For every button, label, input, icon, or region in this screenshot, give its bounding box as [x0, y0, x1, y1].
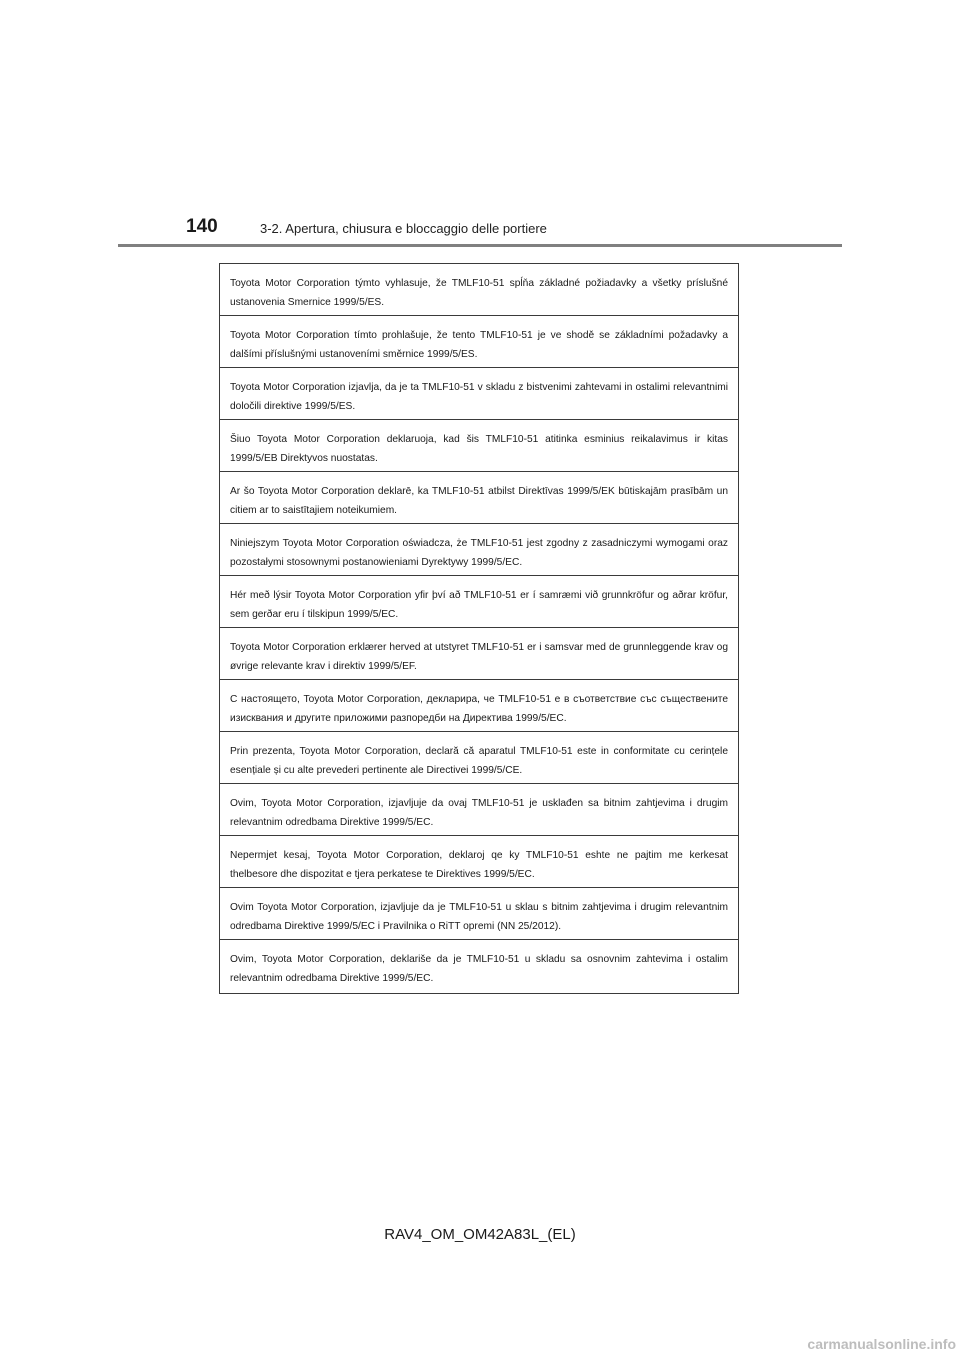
declaration-norwegian: Toyota Motor Corporation erklærer herved at utstyret TMLF10-51 er i samsvar med de grunnleggende krav og øvrige relevante krav i direktiv 1999/5/EF.: [220, 628, 738, 680]
page-number: 140: [186, 216, 218, 237]
declaration-polish: Niniejszym Toyota Motor Corporation oświadcza, że TMLF10-51 jest zgodny z zasadniczymi wymogami oraz pozostałymi stosownymi postanowieniami Dyrektywy 1999/5/EC.: [220, 524, 738, 576]
declaration-czech: Toyota Motor Corporation tímto prohlašuje, že tento TMLF10-51 je ve shodě se základními požadavky a dalšími příslušnými ustanoveními směrnice 1999/5/ES.: [220, 316, 738, 368]
watermark-text: carmanualsonline.info: [807, 1336, 956, 1352]
declaration-bulgarian: С настоящето, Toyota Motor Corporation, декларира, че TMLF10-51 е в съответствие със съществените изисквания и другите приложими разпоредби на Директива 1999/5/EC.: [220, 680, 738, 732]
declaration-latvian: Ar šo Toyota Motor Corporation deklarē, ka TMLF10-51 atbilst Direktīvas 1999/5/EK būtiskajām prasībām un citiem ar to saistītajiem noteikumiem.: [220, 472, 738, 524]
declaration-icelandic: Hér með lýsir Toyota Motor Corporation yfir því að TMLF10-51 er í samræmi við grunnkröfur og aðrar kröfur, sem gerðar eru í tilskipun 1999/5/EC.: [220, 576, 738, 628]
declaration-croatian: Ovim Toyota Motor Corporation, izjavljuje da je TMLF10-51 u sklau s bitnim zahtjevima i drugim relevantnim odredbama Direktive 1999/5/EC i Pravilnika o RiTT opremi (NN 25/2012).: [220, 888, 738, 940]
declaration-serbian: Ovim, Toyota Motor Corporation, deklariše da je TMLF10-51 u skladu sa osnovnim zahtevima i ostalim relevantnim odredbama Direktive 1999/5/EC.: [230, 954, 728, 984]
declaration-slovak: Toyota Motor Corporation týmto vyhlasuje, že TMLF10-51 spĺňa základné požiadavky a všetky príslušné ustanovenia Smernice 1999/5/ES.: [220, 264, 738, 316]
declaration-lithuanian: Šiuo Toyota Motor Corporation deklaruoja, kad šis TMLF10-51 atitinka esminius reikalavimus ir kitas 1999/5/EB Direktyvos nuostatas.: [220, 420, 738, 472]
section-title: 3-2. Apertura, chiusura e bloccaggio delle portiere: [260, 221, 547, 236]
declaration-albanian: Nepermjet kesaj, Toyota Motor Corporation, deklaroj qe ky TMLF10-51 eshte ne pajtim me kerkesat thelbesore dhe dispozitat e tjera perkatese te Direktives 1999/5/EC.: [220, 836, 738, 888]
declaration-bosnian: Ovim, Toyota Motor Corporation, izjavljuje da ovaj TMLF10-51 je usklađen sa bitnim zahtjevima i drugim relevantnim odredbama Direktive 1999/5/EC.: [220, 784, 738, 836]
declaration-slovenian: Toyota Motor Corporation izjavlja, da je ta TMLF10-51 v skladu z bistvenimi zahtevami in ostalimi relevantnimi določili direktive 1999/5/ES.: [220, 368, 738, 420]
declaration-romanian: Prin prezenta, Toyota Motor Corporation, declară că aparatul TMLF10-51 este in conformitate cu cerințele esențiale și cu alte prevederi pertinente ale Directivei 1999/5/CE.: [220, 732, 738, 784]
manual-code: RAV4_OM_OM42A83L_(EL): [384, 1226, 576, 1243]
header-divider: [118, 244, 842, 247]
declarations-table: [219, 263, 739, 994]
